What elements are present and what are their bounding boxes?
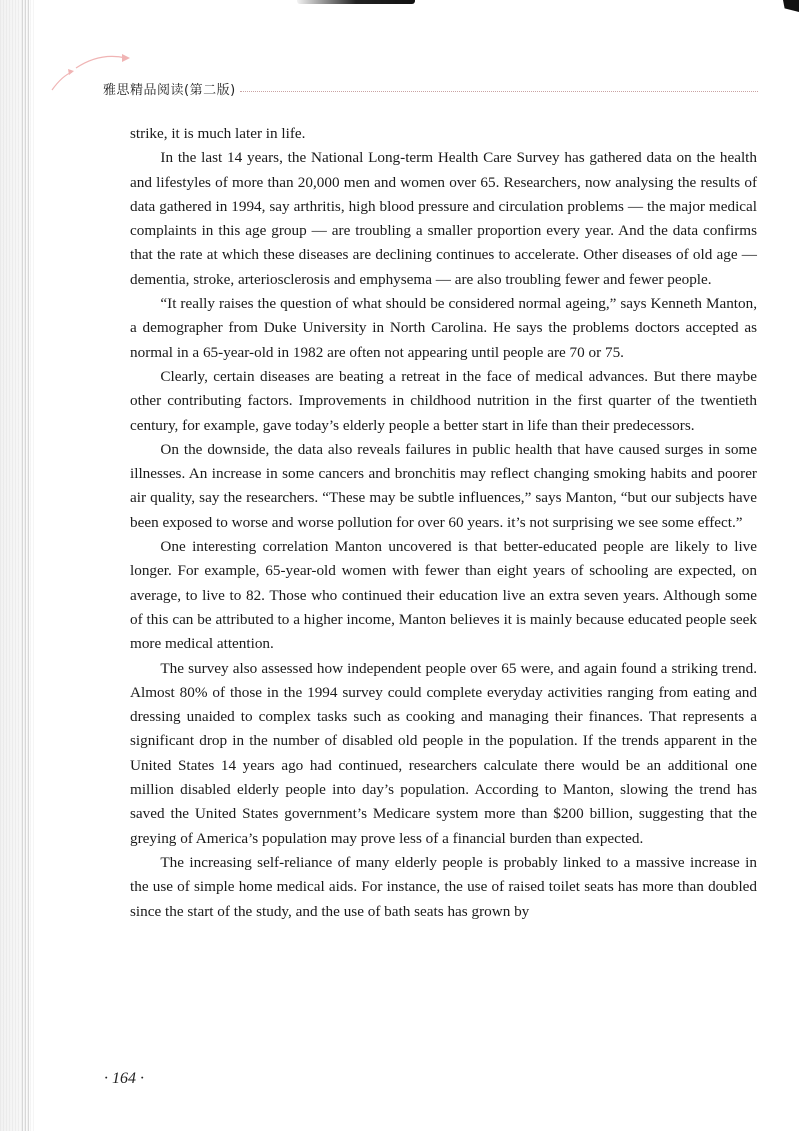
paragraph-survey-overview: In the last 14 years, the National Long-term Health Care Survey has gathered data on the health and lifestyles of more than 20,000 men and women over 65. Researchers, now analysing the results of data gathered in 1994, say arthritis, high blood pressure and circulation problems — the major medical complaints in this age group — are troubling a smaller proportion every year. And the data confirms that the rate at which these diseases are declining continues to accelerate. Other diseases of old age — dementia, stroke, arteriosclerosis and emphysema — are also troubling fewer and fewer people. xyxy=(130,149,757,288)
corner-tab-marker xyxy=(783,0,799,12)
article-body xyxy=(130,122,757,924)
paragraph-contributing-factors: Clearly, certain diseases are beating a retreat in the face of medical advances. But there maybe other contributing factors. Improvements in childhood nutrition in the first quarter of the twentieth century, for example, gave today’s elderly people a better start in life than their predecessors. xyxy=(130,367,757,434)
paragraph-home-medical-aids: The increasing self-reliance of many elderly people is probably linked to a massive increase in the use of simple home medical aids. For instance, the use of raised toilet seats has more than doubled since the start of the study, and the use of bath seats has grown by xyxy=(130,853,757,920)
paragraph-downside: On the downside, the data also reveals failures in public health that have caused surges in some illnesses. An increase in some cancers and bronchitis may reflect changing smoking habits and poorer air quality, say the researchers. “These may be subtle influences,” says Manton, “but our subjects have been exposed to worse and worse pollution for over 60 years. it’s not surprising we see some effect.” xyxy=(130,440,757,531)
book-title: 雅思精品阅读(第二版) xyxy=(103,82,236,98)
header-dotted-rule xyxy=(240,91,758,92)
page-number: · 164 · xyxy=(104,1070,144,1087)
paragraph-education-correlation: One interesting correlation Manton uncovered is that better-educated people are likely to live longer. For example, 65-year-old women with fewer than eight years of schooling are expected, on average, to live to 82. Those who continued their education live an extra seven years. Although some of this can be attributed to a higher income, Manton believes it is mainly because educated people seek more medical attention. xyxy=(130,538,757,653)
running-header xyxy=(103,78,758,98)
paragraph-normal-ageing-quote: “It really raises the question of what should be considered normal ageing,” says Kenneth Manton, a demographer from Duke University in North Carolina. He says the problems doctors accepted as normal in a 65-year-old in 1982 are often not appearing until people are 70 or 75. xyxy=(130,295,757,361)
paragraph-continuation: strike, it is much later in life. xyxy=(130,125,306,142)
book-binding-edge xyxy=(0,0,34,1131)
paragraph-independence-trend: The survey also assessed how independent people over 65 were, and again found a striking trend. Almost 80% of those in the 1994 survey could complete everyday activities ranging from eating and dressing unaided to complex tasks such as cooking and managing their finances. That represents a significant drop in the number of disabled old people in the population. If the trends apparent in the United States 14 years ago had continued, researchers calculate there would be an additional one million disabled elderly people into day’s population. According to Manton, slowing the trend has saved the United States government’s Medicare system more than $200 billion, suggesting that the greying of America’s population may prove less of a financial burden than expected. xyxy=(130,659,757,847)
scan-artifact-top xyxy=(297,0,415,4)
